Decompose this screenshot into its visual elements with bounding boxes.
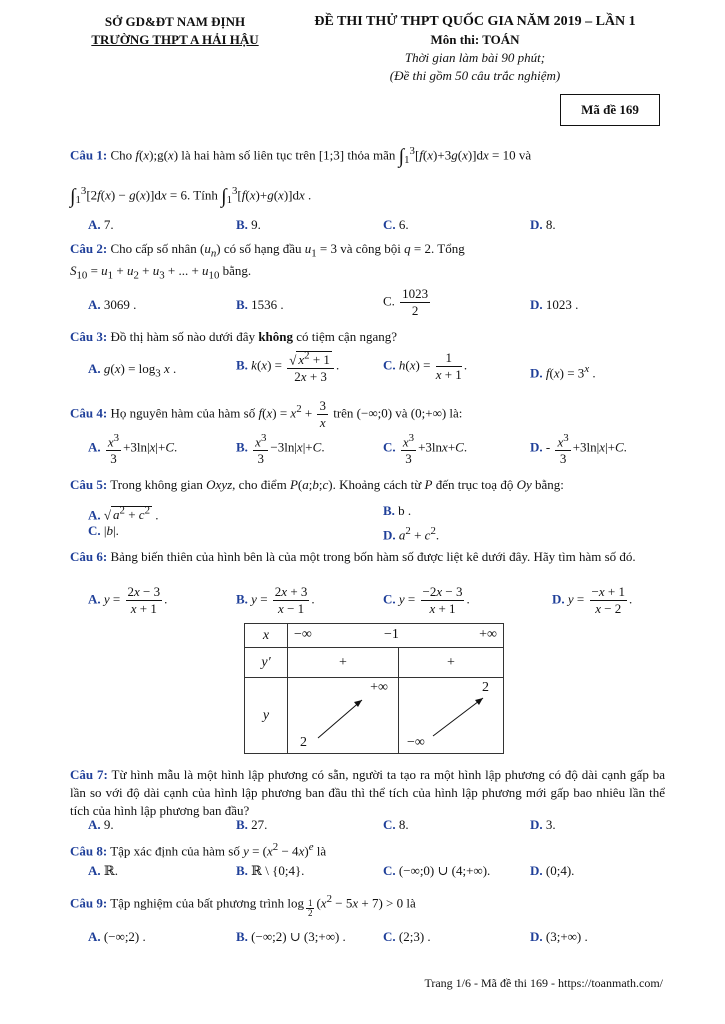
q9-option-c[interactable]: C. (2;3) . <box>383 929 431 944</box>
q4-option-d[interactable]: D. - $\frac{x^3}{3}$ +3ln|x|+C. <box>530 432 627 467</box>
table-y1-label: y′ <box>245 648 288 678</box>
question-1: Câu 1: Cho f(x);g(x) là hai hàm số liên tục trên [1;3] thỏa mãn $\int_1^3[f(x)+3g(x)]dx = 10$ và <box>70 145 532 168</box>
table-x-label: x <box>245 624 288 648</box>
q6-option-b[interactable]: B. y = $\frac{2x + 3}{x - 1}$ . <box>236 584 315 616</box>
q4-option-b[interactable]: B. $\frac{x^3}{3}$ −3ln|x|+C. <box>236 432 325 467</box>
table-y1-left: + <box>288 648 399 678</box>
x-neg-inf: −∞ <box>294 627 312 642</box>
question-8: Câu 8: Tập xác định của hàm số $y = (x^2 - 4x)^e$ là <box>70 841 327 859</box>
q5-option-a[interactable]: A. √ $a^2 + c^2$ . <box>88 505 159 523</box>
q1-option-c[interactable]: C. 6. <box>383 217 409 232</box>
q9-option-a[interactable]: A. (−∞;2) . <box>88 929 146 944</box>
variation-table <box>244 623 504 754</box>
q7-option-d[interactable]: D. 3. <box>530 817 556 832</box>
q5-option-b[interactable]: B. b . <box>383 503 412 518</box>
school-name: TRƯỜNG THPT A HẢI HẬU <box>91 32 259 47</box>
q9-option-b[interactable]: B. (−∞;2) ∪ (3;+∞) . <box>236 929 346 944</box>
question-3: Câu 3: Đồ thị hàm số nào dưới đây không có tiệm cận ngang? <box>70 329 397 344</box>
table-y-label: y <box>245 678 288 754</box>
q5-option-d[interactable]: D. $a^2 + c^2$. <box>383 525 440 543</box>
q8-option-b[interactable]: B. ℝ \ {0;4}. <box>236 863 305 878</box>
q8-option-a[interactable]: A. ℝ. <box>88 863 118 878</box>
q3-option-b[interactable]: B. k(x) = $\frac{√ x^2 + 1}{2x + 3}$ . <box>236 350 340 385</box>
q5-option-c[interactable]: C. |b|. <box>88 523 119 538</box>
q6-option-a[interactable]: A. y = $\frac{2x - 3}{x + 1}$ . <box>88 584 168 616</box>
question-count: (Đề thi gồm 50 câu trắc nghiệm) <box>389 68 561 83</box>
q1-option-a[interactable]: A. 7. <box>88 217 114 232</box>
page-footer: Trang 1/6 - Mã đề thi 169 - https://toanmath.com/ <box>424 976 663 990</box>
table-y-left <box>288 678 399 754</box>
increasing-arrow-left <box>288 678 396 754</box>
question-2: Câu 2: Cho cấp số nhân $(u_n)$ có số hạng đầu $u_1 = 3$ và công bội q = 2. Tổng <box>70 241 465 260</box>
q3-option-a[interactable]: A. $g(x) = \log_3 x$ . <box>88 361 177 380</box>
q2-option-b[interactable]: B. 1536 . <box>236 297 284 312</box>
question-9: Câu 9: Tập nghiệm của bất phương trình log $_{\frac{1}{2}}$ $(x^2 - 5x + 7) > 0$ là <box>70 893 416 918</box>
x-minus-one: −1 <box>384 627 399 642</box>
y-left-top: +∞ <box>370 680 388 695</box>
exam-title: ĐỀ THI THỬ THPT QUỐC GIA NĂM 2019 – LẦN 1 <box>314 14 636 29</box>
table-y-right <box>399 678 504 754</box>
y-left-bottom: 2 <box>300 735 307 750</box>
q4-option-c[interactable]: C. $\frac{x^3}{3}$ +3lnx+C. <box>383 432 468 467</box>
q2-option-c[interactable]: C. $\frac{1023}{2}$ <box>383 286 429 318</box>
q3-option-d[interactable]: D. $f(x) = 3^x$ . <box>530 363 596 381</box>
increasing-arrow-right <box>399 678 507 754</box>
q8-option-d[interactable]: D. (0;4). <box>530 863 575 878</box>
q1-option-b[interactable]: B. 9. <box>236 217 261 232</box>
q7-option-b[interactable]: B. 27. <box>236 817 268 832</box>
question-6: Câu 6: Bảng biến thiên của hình bên là của một trong bốn hàm số được liệt kê dưới đây. Hãy tìm hàm số đó. <box>70 549 636 564</box>
table-x-row <box>288 624 504 648</box>
y-right-top: 2 <box>482 680 489 695</box>
question-7: Câu 7: Từ hình mẫu là một hình lập phương có sẵn, người ta tạo ra một hình lập phương có độ dài cạnh gấp ba lần so với độ dài cạnh của hình lập phương ban đầu thì thể tích của hình lập phương mới gấp bao nhiêu lần thể tích của hình lập phương ban đầu? <box>70 767 665 818</box>
q2-option-d[interactable]: D. 1023 . <box>530 297 579 312</box>
q7-option-a[interactable]: A. 9. <box>88 817 114 832</box>
table-y1-right: + <box>399 648 504 678</box>
q4-option-a[interactable]: A. $\frac{x^3}{3}$ +3ln|x|+C. <box>88 432 178 467</box>
q1-option-d[interactable]: D. 8. <box>530 217 556 232</box>
q3-option-c[interactable]: C. h(x) = $\frac{1}{x + 1}$ . <box>383 350 468 382</box>
question-4: Câu 4: Họ nguyên hàm của hàm số $f(x) = x^2$ + $\frac{3}{x}$ trên (−∞;0) và (0;+∞) là: <box>70 398 463 430</box>
q7-option-c[interactable]: C. 8. <box>383 817 409 832</box>
exam-time: Thời gian làm bài 90 phút; <box>404 50 546 65</box>
x-pos-inf: +∞ <box>479 627 497 642</box>
q8-option-c[interactable]: C. (−∞;0) ∪ (4;+∞). <box>383 863 491 878</box>
exam-subject: Môn thi: TOÁN <box>430 32 520 47</box>
exam-code-box: Mã đề 169 <box>560 94 660 126</box>
question-2-cont: $S_{10} = u_1 + u_2 + u_3$ + ... + $u_{10}$ bằng. <box>70 263 252 282</box>
y-right-bottom: −∞ <box>407 735 425 750</box>
dept-name: SỞ GD&ĐT NAM ĐỊNH <box>104 14 246 29</box>
q6-option-d[interactable]: D. y = $\frac{-x + 1}{x - 2}$ . <box>552 584 633 616</box>
q6-option-c[interactable]: C. y = $\frac{-2x - 3}{x + 1}$ . <box>383 584 470 616</box>
q9-option-d[interactable]: D. (3;+∞) . <box>530 929 588 944</box>
question-1-cont: $\int_1^3[2f(x) - g(x)]dx = 6$. Tính $\int_1^3[f(x)+g(x)]dx$ . <box>70 185 312 208</box>
q2-option-a[interactable]: A. 3069 . <box>88 297 137 312</box>
question-5: Câu 5: Trong không gian Oxyz, cho điểm P(a;b;c). Khoảng cách từ P đến trục toạ độ Oy bằng: <box>70 477 564 492</box>
